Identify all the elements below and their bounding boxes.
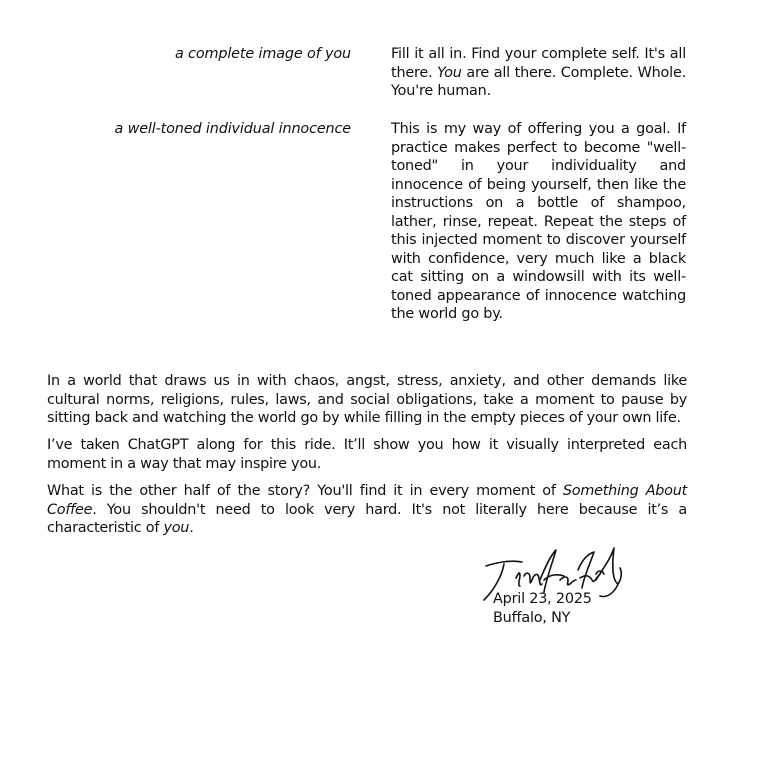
body-paragraph: I’ve taken ChatGPT along for this ride. It’ll show you how it visually interpreted each moment in a way that may inspire you.	[47, 437, 687, 472]
glossary-definition	[391, 120, 686, 324]
signoff-location: Buffalo, NY	[493, 610, 571, 626]
paragraph-text: What is the other half of the story? You'll find it in every moment of	[47, 483, 563, 499]
glossary-definition	[391, 45, 686, 101]
glossary-term: a well-toned individual innocence	[114, 121, 351, 137]
paragraph-text: .	[189, 520, 194, 536]
body-paragraph	[47, 482, 687, 538]
signoff-block	[493, 590, 592, 628]
definition-emphasis: You	[437, 64, 462, 81]
definition-text: are all there. Complete. Whole. You're human.	[391, 64, 686, 99]
definition-text: This is my way of offering you a goal. If practice makes perfect to become "well-toned" in your individuality and innocence of being yourself, then like the instructions on a bottle of shampoo, lather, rinse, repeat. Repeat the steps of this injected moment to discover yourself with confidence, very much like a black cat sitting on a windowsill with its well-toned appearance of innocence watching the world go by.	[391, 121, 686, 322]
signoff-date: April 23, 2025	[493, 591, 592, 607]
glossary-term: a complete image of you	[174, 46, 351, 62]
paragraph-text: . You shouldn't need to look very hard. It's not literally here because it’s a characteristic of	[47, 501, 687, 536]
body-paragraph: In a world that draws us in with chaos, angst, stress, anxiety, and other demands like cultural norms, religions, rules, laws, and social obligations, take a moment to pause by sitting back and watching the world go by while filling in the empty pieces of your own life.	[47, 373, 687, 426]
paragraph-emphasis: you	[163, 520, 190, 536]
definition-text: Fill it all in. Find your complete self. It's all there.	[391, 46, 686, 81]
book-title: Something About Coffee	[47, 483, 688, 518]
